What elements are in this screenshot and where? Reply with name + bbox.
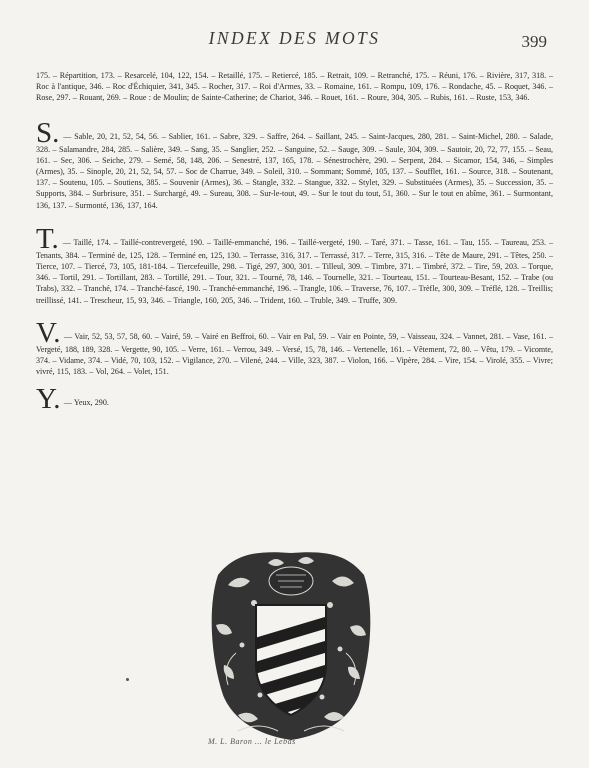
ink-dot bbox=[126, 678, 129, 681]
section-initial-s: S. bbox=[36, 116, 60, 149]
index-entry-v bbox=[36, 316, 553, 378]
section-initial-y: Y. bbox=[36, 383, 61, 416]
index-content bbox=[36, 70, 553, 416]
section-initial-t: T. bbox=[36, 222, 59, 255]
running-title: INDEX DES MOTS bbox=[208, 28, 381, 48]
section-initial-v: V. bbox=[36, 316, 61, 349]
entry-text: — Vair, 52, 53, 57, 58, 60. – Vairé, 59. – Vairé en Beffroi, 60. – Vair en Pal, 59. – Vair en Pointe, 59, – Vaisseau, 324. – Vannet, 281. – Vase, 161. – Vergeté, 188, 189, 328. – Vergette, 90, 105. – Verre, 161. – Verrou, 349. – Versé, 15, 78, 146. – Vertenelle, 161. – Vêtement, 72, 80. – Vêtu, 179. – Vicomte, 374. – Vidame, 374. – Vidé, 70, 103, 152. – Vigilance, 270. – Vilené, 244. – Ville, 323, 387. – Violon, 166. – Vipère, 284. – Vire, 154. – Virolé, 355. – Vivre; vivré, 115, 183. – Vol, 264. – Volet, 151. bbox=[36, 331, 553, 377]
engraving-signature: M. L. Baron ... le Lebas bbox=[208, 737, 296, 746]
entry-text: — Yeux, 290. bbox=[61, 398, 109, 408]
index-entry-s bbox=[36, 116, 553, 211]
entry-text: — Sable, 20, 21, 52, 54, 56. – Sablier, 161. – Sabre, 329. – Saffre, 264. – Saillant, 245. – Saint-Jacques, 280, 281. – Saint-Michel, 280. – Salade, 328. – Salamandre, 284, 285. – Salière, 349. – Sang, 35. – Sanglier, 252. – Sanguine, 52. – Sauge, 309. – Saule, 304, 309. – Sautoir, 20, 72, 77, 155. – Seau, 161. – Sec, 306. – Seiche, 279. – Semé, 58, 148, 206. – Senestré, 137, 165, 178. – Sénestrochère, 290. – Serpent, 284. – Sicamor, 154, 346, – Simples (Armes), 35. – Sinople, 20, 21, 52, 54, 57. – Soc de Charrue, 349. – Soleil, 310. – Sommant; Sommé, 105, 137. – Soufflet, 161. – Source, 318. – Soutenant, 137. – Soutenu, 105. – Soutiens, 385. – Souvenir (Armes), 36. – Stangle, 332. – Stangue, 332. – Stylet, 329. – Substituées (Armes), 35. – Succession, 35. – Supports, 384. – Surbrisure, 351. – Surchargé, 49. – Sureau, 308. – Sur-le-tout, 49. – Sur le tout du tout, 51, 360. – Sur le tout en abîme, 361. – Surmontant, 136, 137. – Surmonté, 136, 137, 164. bbox=[36, 131, 553, 210]
entry-text: 175. – Répartition, 173. – Resarcelé, 104, 122, 154. – Retaillé, 175. – Retiercé, 185. – Retrait, 109. – Retranché, 175. – Réuni, 176. – Rivière, 317, 318. – Roc à l'antique, 346. – Roc d'Échiquier, 341, 345. – Rocher, 317. – Roi d'Armes, 33. – Romaine, 161. – Rompu, 109, 176. – Rondache, 45. – Roquet, 346. – Rose, 297. – Rouant, 269. – Roue : de Moulin; de Sainte-Catherine; de Chariot, 346. – Rouet, 161. – Roure, 304, 305. – Rubis, 161. – Ruste, 153, 346. bbox=[36, 71, 553, 103]
index-entry-t bbox=[36, 222, 553, 306]
coat-of-arms-engraving bbox=[198, 545, 384, 750]
index-entry-r-continued bbox=[36, 70, 553, 104]
page-number: 399 bbox=[521, 32, 547, 51]
index-entry-y bbox=[36, 383, 553, 416]
entry-text: — Taillé, 174. – Taillé-contrevergeté, 190. – Taillé-emmanché, 196. – Taillé-vergeté, 190. – Taré, 371. – Tasse, 161. – Tau, 155. – Taureau, 253. – Tenants, 384. – Terminé de, 125, 128. – Terminé en, 125, 130. – Terrasse, 316, 317. – Terrassé, 317. – Terre, 315, 316. – Tête de Maure, 291. – Têtes, 250. – Tierce, 107. – Tiercé, 73, 105, 181-184. – Tiercefeuille, 298. – Tigé, 297, 300, 301. – Tilleul, 309. – Timbre, 371. – Timbré, 372. – Tire, 59, 203. – Torque, 346. – Tortil, 291. – Tortillant, 283. – Tortillé, 291. – Tour, 321. – Tourné, 78, 146. – Tournelle, 321. – Tourteau, 151. – Tourteau-Besant, 152. – Trabe (ou Trabs), 332. – Tranché, 174. – Tranché-fascé, 190. – Tranché-emmanché, 196. – Trangle, 106. – Traverse, 76, 107. – Trèfle, 300, 309. – Tréflé, 128. – Treillis; treillissé, 141. – Trescheur, 15, 93, 346. – Triangle, 160, 205, 346. – Trident, 160. – Truble, 349. – Truffe, 309. bbox=[36, 237, 553, 305]
